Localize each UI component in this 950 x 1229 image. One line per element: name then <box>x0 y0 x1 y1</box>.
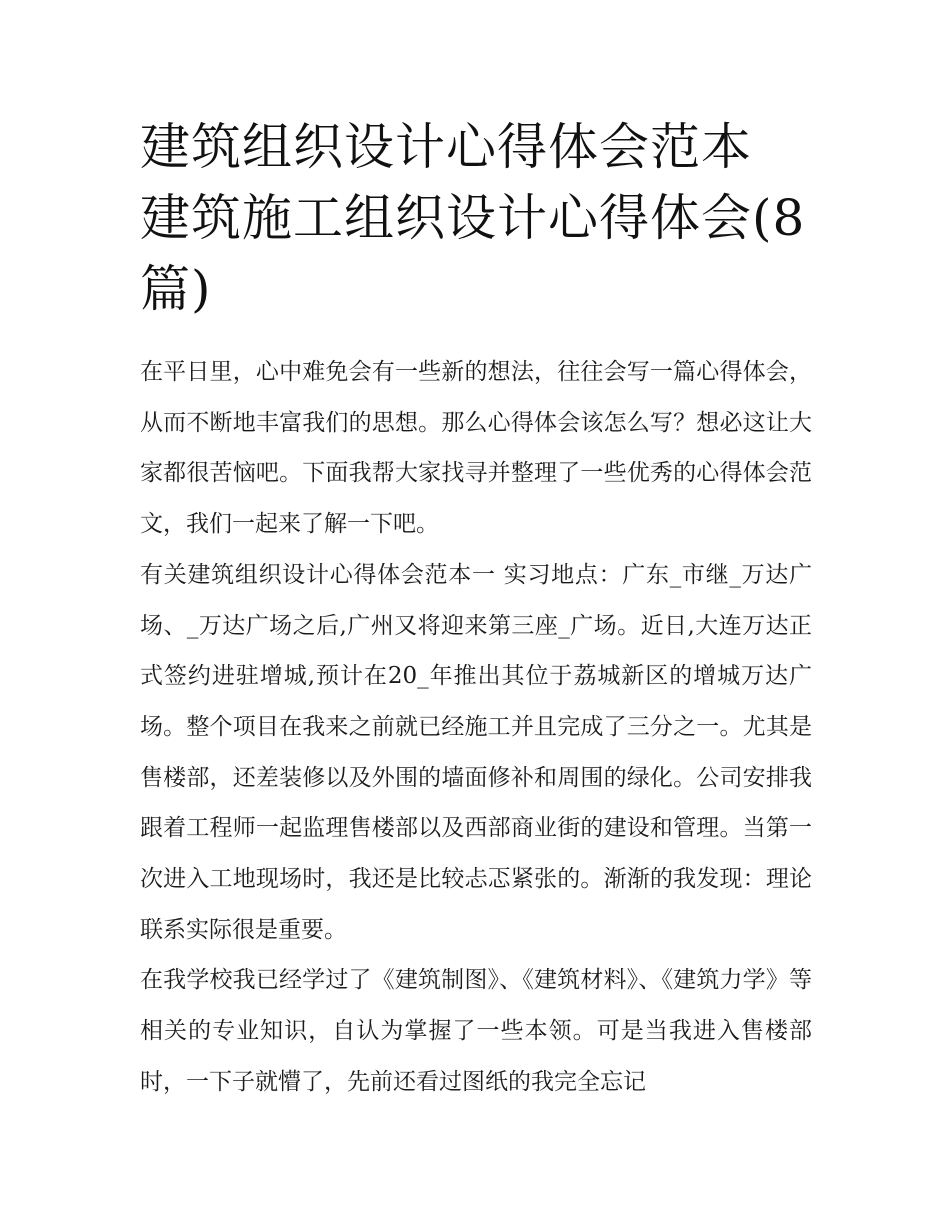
paragraph-school-study: 在我学校我已经学过了《建筑制图》、《建筑材料》、《建筑力学》等相关的专业知识，自认为掌握了一些本领。可是当我进入售楼部时，一下子就懵了，先前还看过图纸的我完全忘记 <box>140 967 812 1095</box>
paragraph-sample-one: 有关建筑组织设计心得体会范本一 实习地点：广东_市继_万达广场、_万达广场之后,广州又将迎来第三座_广场。近日,大连万达正式签约进驻增城,预计在20_年推出其位于荔城新区的增城万达广场。整个项目在我来之前就已经施工并且完成了三分之一。尤其是售楼部，还差装修以及外围的墙面修补和周围的绿化。公司安排我跟着工程师一起监理售楼部以及西部商业街的建设和管理。当第一次进入工地现场时，我还是比较忐忑紧张的。渐渐的我发现：理论联系实际很是重要。 <box>140 561 812 943</box>
paragraph-intro: 在平日里，心中难免会有一些新的想法，往往会写一篇心得体会，从而不断地丰富我们的思想。那么心得体会该怎么写？想必这让大家都很苦恼吧。下面我帮大家找寻并整理了一些优秀的心得体会范文，我们一起来了解一下吧。 <box>140 359 812 538</box>
document-title: 建筑组织设计心得体会范本 建筑施工组织设计心得体会(8篇) <box>140 118 806 318</box>
document-body <box>140 347 812 1108</box>
document-content <box>140 112 812 1108</box>
